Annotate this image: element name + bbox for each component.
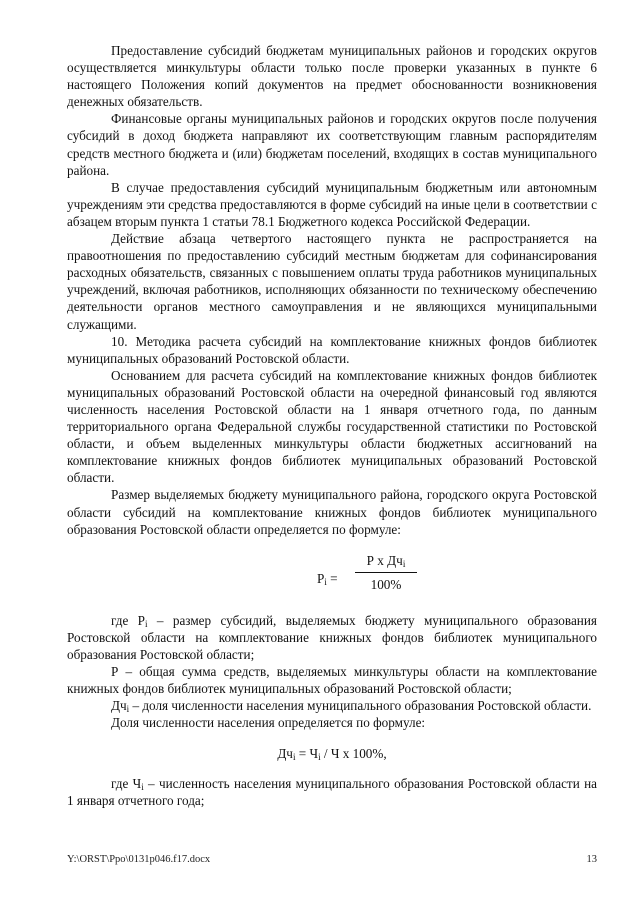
definition-p: Р – общая сумма средств, выделяемых минкультуры области на комплектование книжных фондов библиотек муниципальных образований Ростовской области;	[67, 664, 597, 697]
paragraph: Действие абзаца четвертого настоящего пункта не распространяется на правоотношения по предоставлению субсидий местным бюджетам для софинансирования расходных обязательств, связанных с повышением оплаты труда работников муниципальных учреждений, включая работников, исполняющих обязанности по техническому обеспечению деятельности органов местного самоуправления и не являющихся муниципальными служащими.	[67, 231, 597, 332]
definition-chi: где $Ч_i$ – численность населения муниципального образования Ростовской области на 1 января отчетного года;	[67, 776, 597, 809]
formula-numerator: Р х $Дч_i$	[355, 552, 417, 573]
paragraph: Доля численности населения определяется по формуле:	[111, 715, 426, 731]
section-heading: 10. Методика расчета субсидий на комплектование книжных фондов библиотек муниципальных образований Ростовской области.	[67, 333, 597, 366]
formula-lhs: $P_i$ =	[317, 570, 338, 587]
paragraph: Финансовые органы муниципальных районов и городских округов после получения субсидий в доход бюджета направляют их соответствующим главным распорядителям средств местного бюджета и (или) бюджетам поселений, входящих в состав муниципального района.	[67, 111, 597, 178]
paragraph: В случае предоставления субсидий муниципальным бюджетным или автономным учреждениям эти средства предоставляются в форме субсидий на иные цели в соответствии с абзацем вторым пункта 1 статьи 78.1 Бюджетного кодекса Российской Федерации.	[67, 179, 597, 229]
paragraph: Размер выделяемых бюджету муниципального района, городского округа Ростовской области субсидий на комплектование книжных фондов библиотек муниципального образования Ростовской области определяется по формуле:	[67, 487, 597, 537]
subsidy-formula	[67, 552, 597, 612]
document-body	[67, 42, 597, 810]
formula-fraction	[355, 552, 417, 593]
file-path: Y:\ORST\Ppo\0131p046.f17.docx	[67, 854, 211, 865]
page-number: 13	[586, 854, 597, 865]
paragraph: Основанием для расчета субсидий на комплектование книжных фондов библиотек муниципальных образований Ростовской области на очередной финансовый год являются численность населения Ростовской области на 1 января отчетного года, по данным территориального органа Федеральной службы государственной статистики по Ростовской области, и объем выделенных минкультуры области бюджетных ассигнований на комплектование книжных фондов библиотек муниципальных образований Ростовской области.	[67, 367, 597, 486]
definition-dchi: $Дч_i$ – доля численности населения муниципального образования Ростовской области.	[111, 698, 592, 715]
definition-pi: где $Р_i$ – размер субсидий, выделяемых бюджету муниципального образования Ростовской области на комплектование книжных фондов библиотек муниципального образования Ростовской области;	[67, 612, 597, 662]
formula-denominator: 100%	[370, 576, 402, 592]
population-share-formula: $Дч_i = Ч_i / Ч$ х 100%,	[277, 746, 387, 763]
paragraph: Предоставление субсидий бюджетам муниципальных районов и городских округов осуществляется минкультуры области только после проверки указанных в пункте 6 настоящего Положения копий документов на предмет обоснованности возникновения денежных обязательств.	[67, 43, 597, 110]
